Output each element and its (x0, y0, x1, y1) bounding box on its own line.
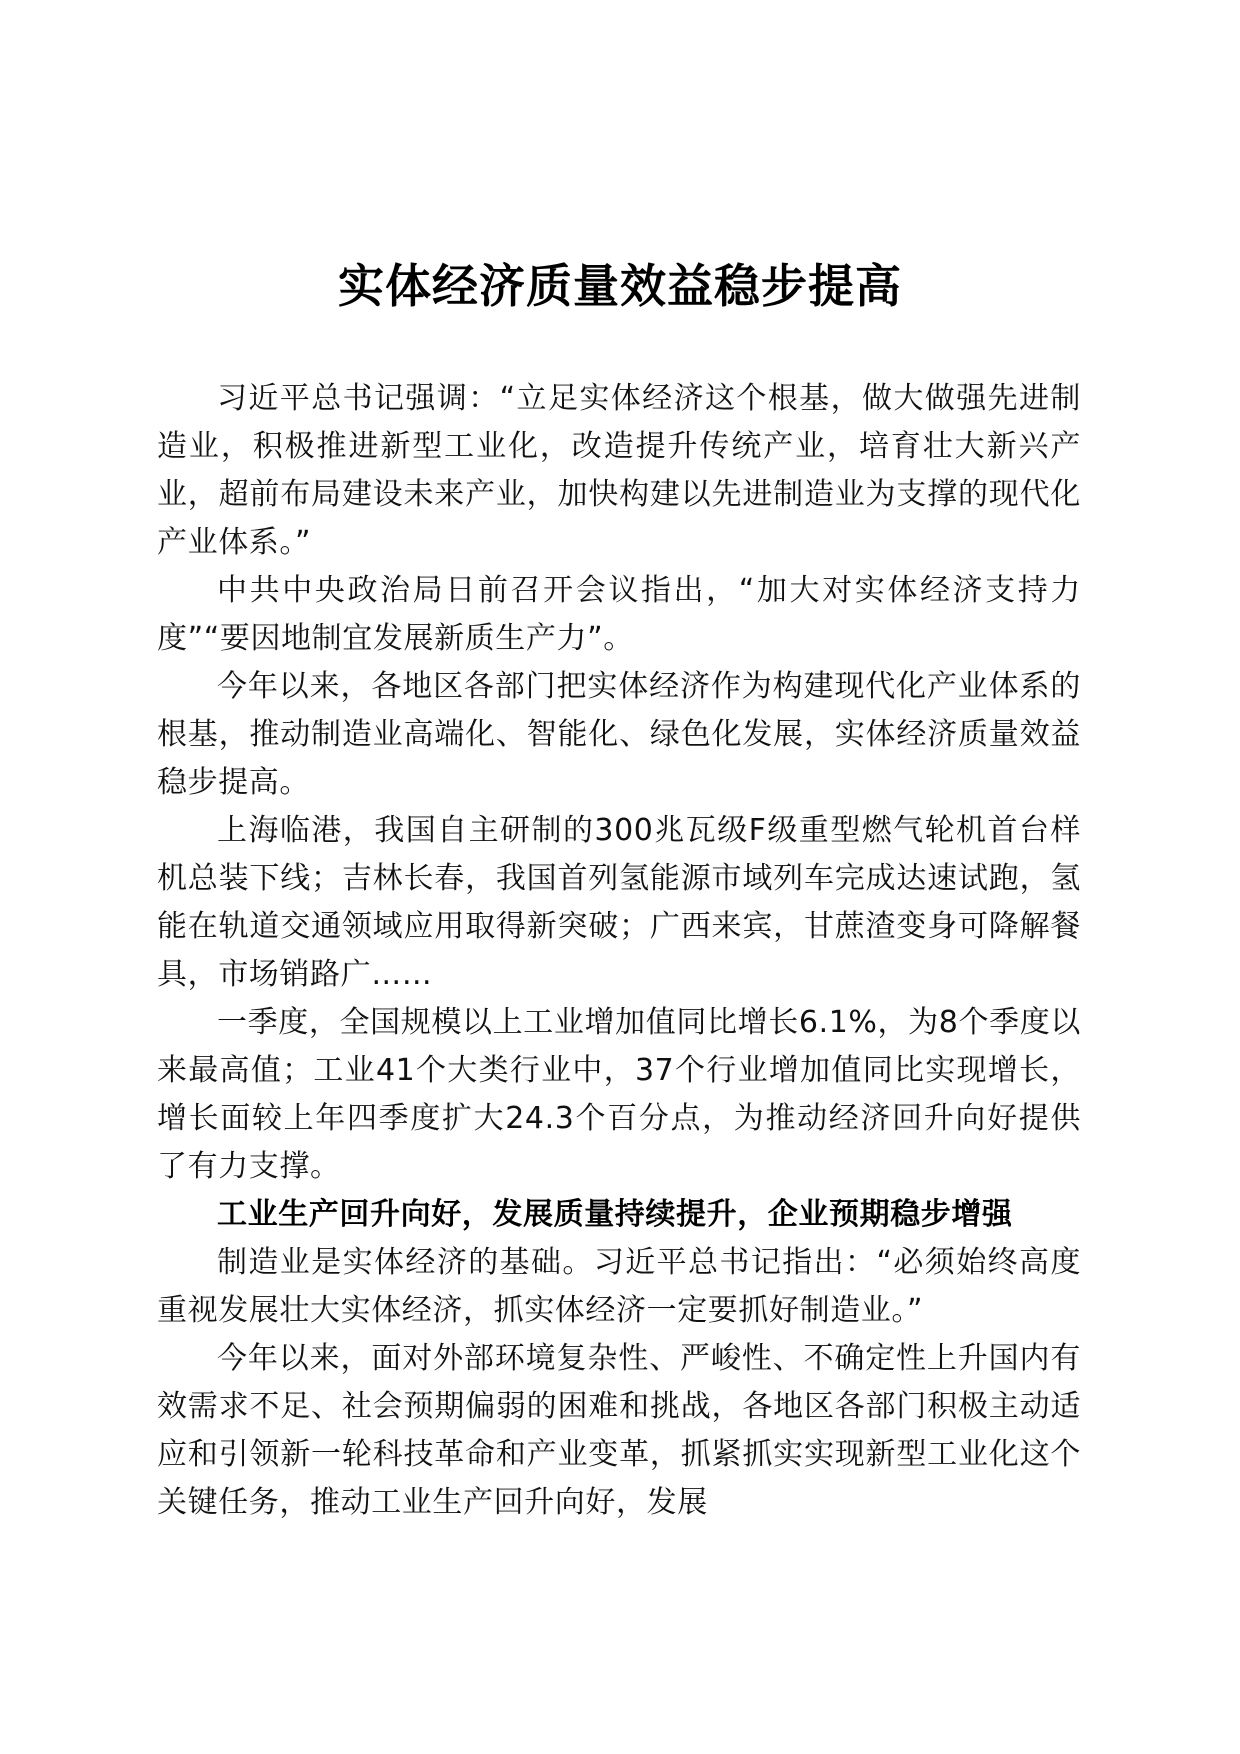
paragraph: 今年以来，面对外部环境复杂性、严峻性、不确定性上升国内有效需求不足、社会预期偏弱的困难和挑战，各地区各部门积极主动适应和引领新一轮科技革命和产业变革，抓紧抓实实现新型工业化这个关键任务，推动工业生产回升向好，发展 (157, 1341, 1081, 1520)
paragraph: 今年以来，各地区各部门把实体经济作为构建现代化产业体系的根基，推动制造业高端化、智能化、绿色化发展，实体经济质量效益稳步提高。 (157, 669, 1081, 800)
paragraph: 中共中央政治局日前召开会议指出，“加大对实体经济支持力度”“要因地制宜发展新质生产力”。 (157, 573, 1081, 656)
document-title: 实体经济质量效益稳步提高 (338, 259, 902, 313)
paragraph: 制造业是实体经济的基础。习近平总书记指出：“必须始终高度重视发展壮大实体经济，抓实体经济一定要抓好制造业。” (157, 1245, 1081, 1328)
document-body (157, 375, 1081, 1527)
section-heading: 工业生产回升向好，发展质量持续提升，企业预期稳步增强 (217, 1197, 1013, 1232)
paragraph: 一季度，全国规模以上工业增加值同比增长6.1%，为8个季度以来最高值；工业41个大类行业中，37个行业增加值同比实现增长，增长面较上年四季度扩大24.3个百分点，为推动经济回升向好提供了有力支撑。 (157, 1005, 1081, 1184)
paragraph: 习近平总书记强调：“立足实体经济这个根基，做大做强先进制造业，积极推进新型工业化，改造提升传统产业，培育壮大新兴产业，超前布局建设未来产业，加快构建以先进制造业为支撑的现代化产业体系。” (157, 381, 1081, 560)
paragraph: 上海临港，我国自主研制的300兆瓦级F级重型燃气轮机首台样机总装下线；吉林长春，我国首列氢能源市域列车完成达速试跑，氢能在轨道交通领域应用取得新突破；广西来宾，甘蔗渣变身可降解餐具，市场销路广…… (157, 813, 1081, 992)
